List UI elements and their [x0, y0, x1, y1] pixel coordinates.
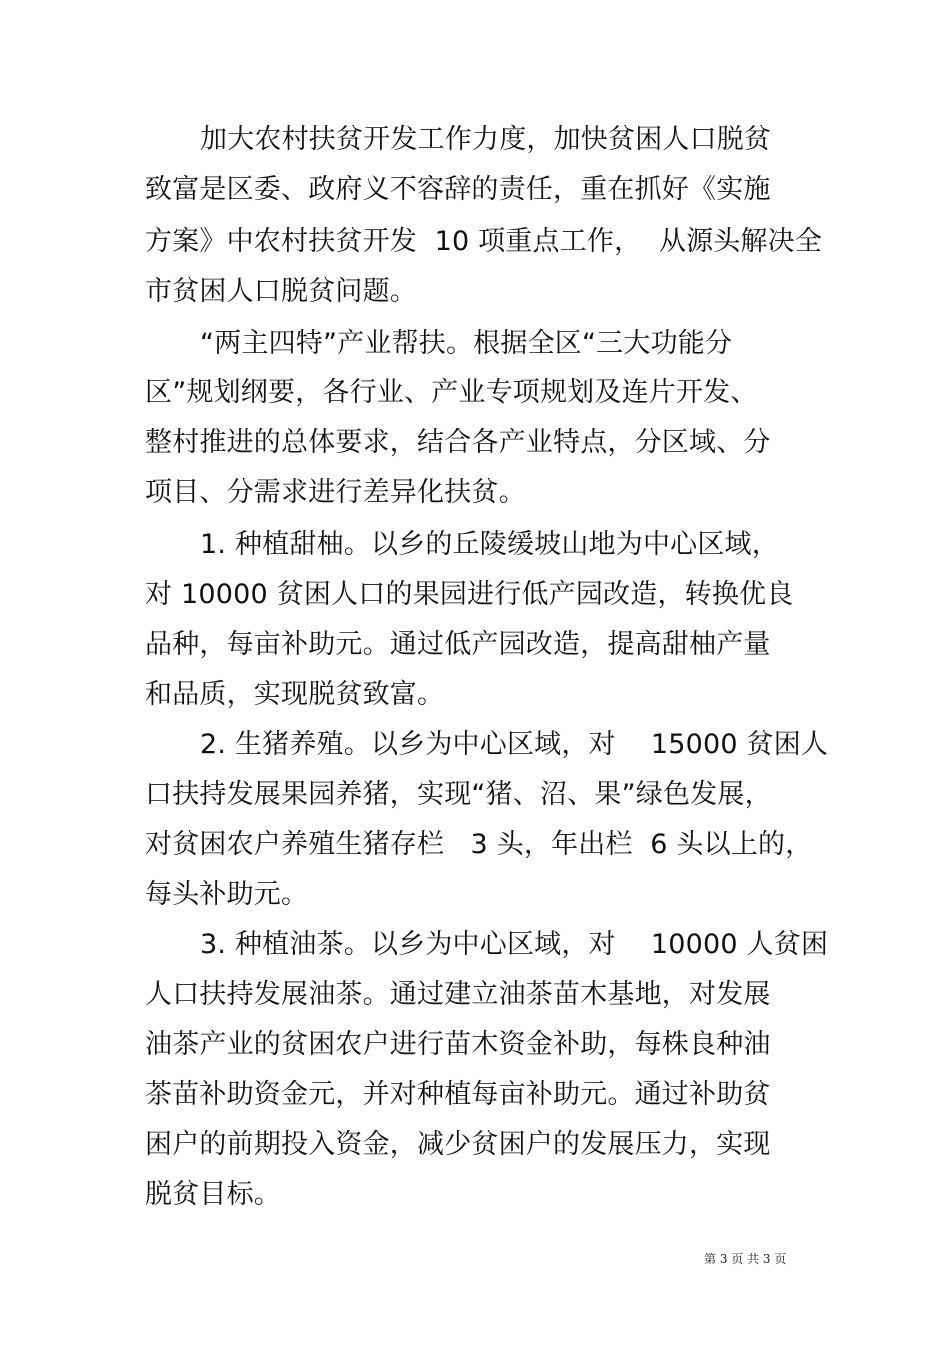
paragraph-3-line-4: 和品质，实现脱贫致富。: [145, 679, 445, 710]
paragraph-3-line-1: 1. 种植甜柚。以乡的丘陵缓坡山地为中心区域，: [200, 529, 779, 560]
paragraph-3-line-2: 对 10000 贫困人口的果园进行低产园改造，转换优良: [145, 579, 794, 610]
paragraph-5-line-5: 困户的前期投入资金，减少贫困户的发展压力，实现: [145, 1129, 771, 1160]
paragraph-3-line-3: 品种，每亩补助元。通过低产园改造，提高甜柚产量: [145, 629, 771, 660]
paragraph-4-line-4: 每头补助元。: [145, 879, 309, 910]
paragraph-2-line-1: “两主四特”产业帮扶。根据全区“三大功能分: [200, 328, 733, 359]
paragraph-4-line-2: 口扶持发展果园养猪，实现“猪、沼、果”绿色发展，: [145, 779, 772, 810]
paragraph-4-line-3: 对贫困农户养殖生猪存栏 3 头，年出栏 6 头以上的，: [145, 829, 813, 860]
paragraph-5-line-1: 3. 种植油茶。以乡为中心区域，对 10000 人贫困: [200, 929, 829, 960]
paragraph-4-line-1: 2. 生猪养殖。以乡为中心区域，对 15000 贫困人: [200, 729, 829, 760]
paragraph-2-line-3: 整村推进的总体要求，结合各产业特点，分区域、分: [145, 427, 771, 458]
paragraph-5-line-4: 茶苗补助资金元，并对种植每亩补助元。通过补助贫: [145, 1079, 771, 1110]
paragraph-1-line-1: 加大农村扶贫开发工作力度，加快贫困人口脱贫: [200, 124, 772, 155]
page-number-footer: 第 3 页 共 3 页: [704, 1252, 787, 1266]
paragraph-1-line-4: 市贫困人口脱贫问题。: [145, 276, 417, 307]
paragraph-5-line-2: 人口扶持发展油茶。通过建立油茶苗木基地，对发展: [145, 979, 771, 1010]
paragraph-1-line-3: 方案》中农村扶贫开发 10 项重点工作， 从源头解决全: [145, 226, 823, 257]
paragraph-2-line-2: 区”规划纲要，各行业、产业专项规划及连片开发、: [145, 377, 758, 408]
paragraph-1-line-2: 致富是区委、政府义不容辞的责任，重在抓好《实施: [145, 174, 771, 205]
paragraph-5-line-6: 脱贫目标。: [145, 1179, 281, 1210]
paragraph-2-line-4: 项目、分需求进行差异化扶贫。: [145, 477, 526, 508]
paragraph-5-line-3: 油茶产业的贫困农户进行苗木资金补助，每株良种油: [145, 1029, 771, 1060]
